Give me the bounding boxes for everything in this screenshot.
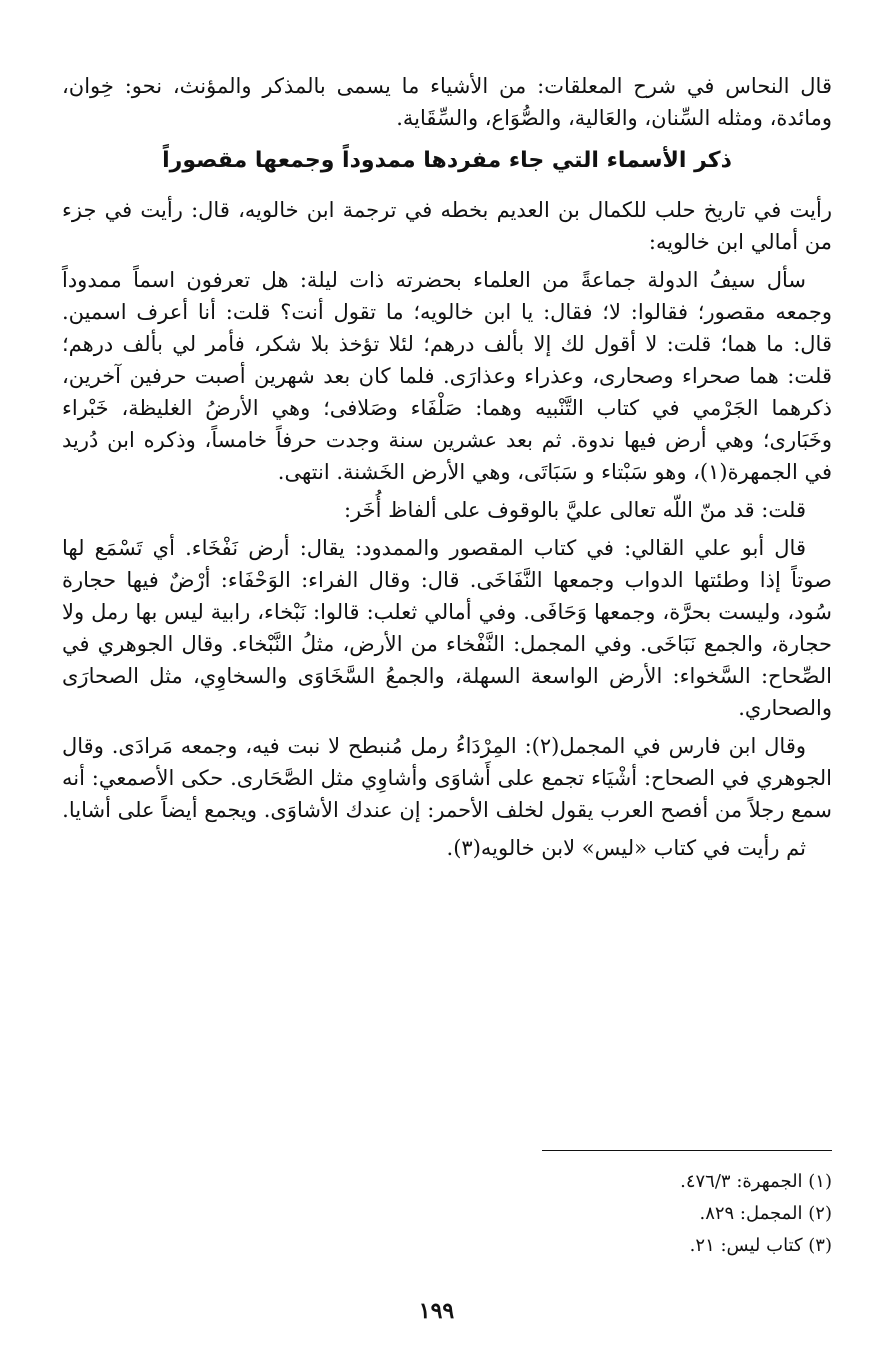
footnote-3: (٣) كتاب ليس: ٢١. <box>689 1235 832 1256</box>
page-number: ١٩٩ <box>418 1298 455 1324</box>
paragraph-qali: قال أبو علي القالي: في كتاب المقصور والممدود: يقال: أرض نَفْخَاء. أي تَسْمَع لها صوتاً إذا وطئتها الدواب وجمعها النَّفَاخَى. قال: وقال الفراء: الوَحْفَاء: أرْضٌ فيها حجارة سُود، وليست بحرَّة، وجمعها وَحَافَى. وفي أمالي ثعلب: قالوا: نَبْخاء، رابية ليس بها رمل ولا حجارة، والجمع نَبَاخَى. وفي المجمل: النَّفْخاء من الأرض، مثلُ النَّبْخاء. وقال الجوهري في الصِّحاح: السَّخواء: الأرض الواسعة السهلة، والجمعُ السَّخَاوَى والسخاوِي، مثل الصحارَى والصحاري. <box>62 536 832 720</box>
footnote-divider <box>542 1150 832 1151</box>
footnote-1: (١) الجمهرة: ٤٧٦/٣. <box>680 1171 832 1192</box>
page-body <box>62 70 832 864</box>
paragraph-sayf-aldawla: سأل سيفُ الدولة جماعةً من العلماء بحضرته ذات ليلة: هل تعرفون اسماً ممدوداً وجمعه مقصور؛ فقالوا: لا؛ فقال: يا ابن خالويه؛ ما تقول أنت؟ قلت: أنا أعرف اسمين. قال: ما هما؛ قلت: لا أقول لك إلا بألف درهم؛ لئلا تؤخذ بلا شكر، فأمر لي بألف درهم؛ قلت: هما صحراء وصحارى، وعذراء وعذارَى. فلما كان بعد شهرين أصبت حرفين آخرين، ذكرهما الجَرْمي في كتاب التَّنْبيه وهما: صَلْفَاء وصَلافى؛ وهي الأرضُ الغليظة، خَبْراء وخَبَارى؛ وهي أرض فيها ندوة. ثم بعد عشرين سنة وجدت حرفاً خامساً، وذكره ابن دُريد في الجمهرة(١)، وهو سَبْتاء و سَبَاتَى، وهي الأرض الخَشنة. انتهى. <box>62 268 832 484</box>
paragraph-tarikh-halab: رأيت في تاريخ حلب للكمال بن العديم بخطه في ترجمة ابن خالويه، قال: رأيت في جزء من أمالي ابن خالويه: <box>62 198 832 254</box>
section-heading: ذكر الأسماء التي جاء مفردها ممدوداً وجمعها مقصوراً <box>162 148 732 173</box>
paragraph-qult: قلت: قد منّ اللّه تعالى عليَّ بالوقوف على ألفاظ أُخَر: <box>343 498 806 522</box>
paragraph-nahhas: قال النحاس في شرح المعلقات: من الأشياء ما يسمى بالمذكر والمؤنث، نحو: خِوان، ومائدة، ومثله السِّنان، والعَالية، والصُّوَاع، والسِّقَاية. <box>62 74 832 130</box>
footnote-2: (٢) المجمل: ٨٢٩. <box>699 1203 832 1224</box>
footnotes <box>432 1166 832 1262</box>
paragraph-kitab-lays: ثم رأيت في كتاب «ليس» لابن خالويه(٣). <box>446 836 806 860</box>
paragraph-ibn-faris: وقال ابن فارس في المجمل(٢): المِرْدَاءُ رمل مُنبطح لا نبت فيه، وجمعه مَرادَى. وقال الجوهري في الصحاح: أشْيَاء تجمع على أَشاوَى وأشاوِي مثل الصَّحَارى. حكى الأصمعي: أنه سمع رجلاً من أفصح العرب يقول لخلف الأحمر: إن عندك الأشاوَى. ويجمع أيضاً على أشايا. <box>62 734 832 822</box>
